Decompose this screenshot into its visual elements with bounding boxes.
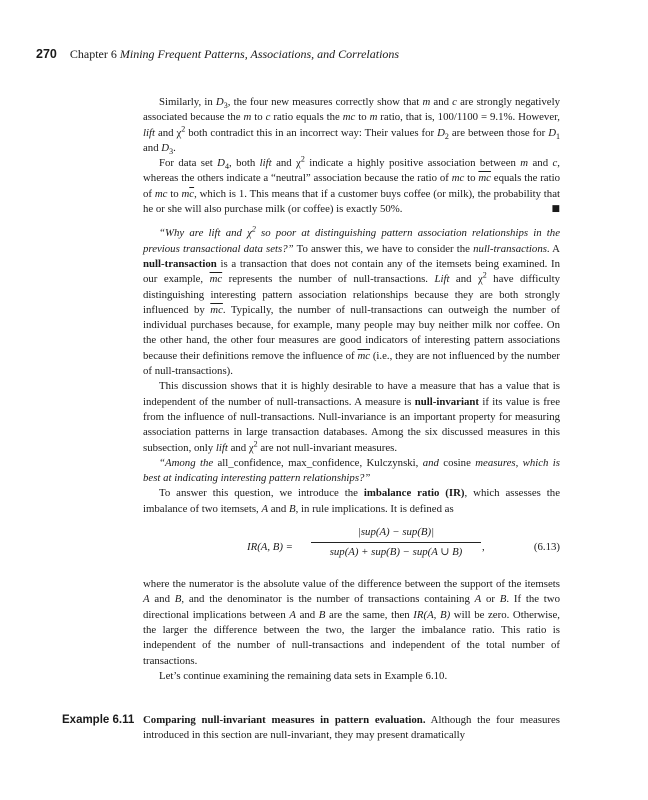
paragraph-6: To answer this question, we introduce the imbalance ratio (IR), which assesses the imbalance of two itemsets, A and B, in rule implications. It is defined as (143, 487, 561, 515)
example-label: Example 6.11 (62, 714, 135, 726)
paragraph-4: This discussion shows that it is highly desirable to have a measure that has a value that is independent of the number of null-transactions. A measure is null-invariant if its value is free from the influence of null-transactions. Null-invariance is an important property for measuring association patterns in large transaction databases. Among the six discussed measures in this subsection, only lift and $\chi^2$ are not null-invariant measures. (143, 380, 560, 454)
equation-6-13: IR(A, B) = |sup(A) − sup(B)| sup(A) + sup(B) − sup(A ∪ B) , (6.13) (143, 525, 560, 571)
paragraph-1: Similarly, in $D_3$, the four new measures correctly show that m and c are strongly negatively associated because the m to c ratio equals the mc to m ratio, that is, 100/1100 = 9.1%. However, lift and $\chi^2$ both contradict this in an incorrect way: Their values for $D_2$ are between those for $D_1$ and $D_3$. (143, 96, 561, 157)
example-text: Comparing null-invariant measures in pattern evaluation. Although the four measures introduced in this section are null-invariant, they may present dramatically (143, 714, 560, 742)
equation-denominator: sup(A) + sup(B) − sup(A ∪ B) (329, 546, 463, 559)
equation-number: (6.13) (533, 541, 560, 554)
equation-lhs: IR(A, B) = (247, 541, 293, 554)
paragraph-2: For data set $D_4$, both lift and $\chi^2$ indicate a highly positive association between m and c, whereas the others indicate a “neutral” association because the ratio of mc to $\overline{mc}$ equals the ratio of mc to $m\overline{c}$, which is 1. This means that if a customer buys coffee (or milk), the probability that he or she will also purchase milk (or coffee) is exactly 50%. ■ (143, 156, 560, 217)
body-text (143, 95, 560, 684)
paragraph-3: “Why are lift and $\chi^2$ so poor at distinguishing pattern association relationships in the previous transactional data sets?” To answer this, we have to consider the null-transactions. A null-transaction is a transaction that does not contain any of the itemsets being examined. In our example, $\overline{mc}$ represents the number of null-transactions. Lift and $\chi^2$ have difficulty distinguishing interesting pattern association relationships because they are both strongly influenced by $\overline{mc}$. Typically, the number of null-transactions can outweigh the number of individual purchases because, for example, many people may buy neither milk nor coffee. On the other hand, the other four measures are good indicators of interesting pattern associations because their definitions remove the influence of $\overline{mc}$ (i.e., they are not influenced by the number of null-transactions). (143, 224, 560, 378)
page-number: 270 (36, 47, 57, 61)
example-6-11 (62, 713, 560, 744)
paragraph-5: “Among the all_confidence, max_confidence, Kulczynski, and cosine measures, which is best at indicating interesting pattern relationships?” (143, 456, 561, 485)
equation-numerator: |sup(A) − sup(B)| (311, 525, 481, 543)
chapter-label: Chapter 6 (69, 47, 117, 61)
equation-fraction (311, 525, 481, 561)
running-header (36, 47, 399, 62)
chapter-title: Mining Frequent Patterns, Associations, and Correlations (119, 47, 400, 61)
paragraph-7: where the numerator is the absolute value of the difference between the support of the itemsets A and B, and the denominator is the number of transactions containing A or B. If the two directional implications between A and B are the same, then IR(A, B) will be zero. Otherwise, the larger the difference between the two, the larger the imbalance ratio. This ratio is independent of the number of null-transactions and independent of the total number of transactions. (143, 578, 560, 667)
example-title: Comparing null-invariant measures in pattern evaluation. (143, 714, 426, 726)
paragraph-8: Let’s continue examining the remaining data sets in Example 6.10. (159, 669, 448, 682)
end-of-proof-mark: ■ (551, 204, 560, 215)
